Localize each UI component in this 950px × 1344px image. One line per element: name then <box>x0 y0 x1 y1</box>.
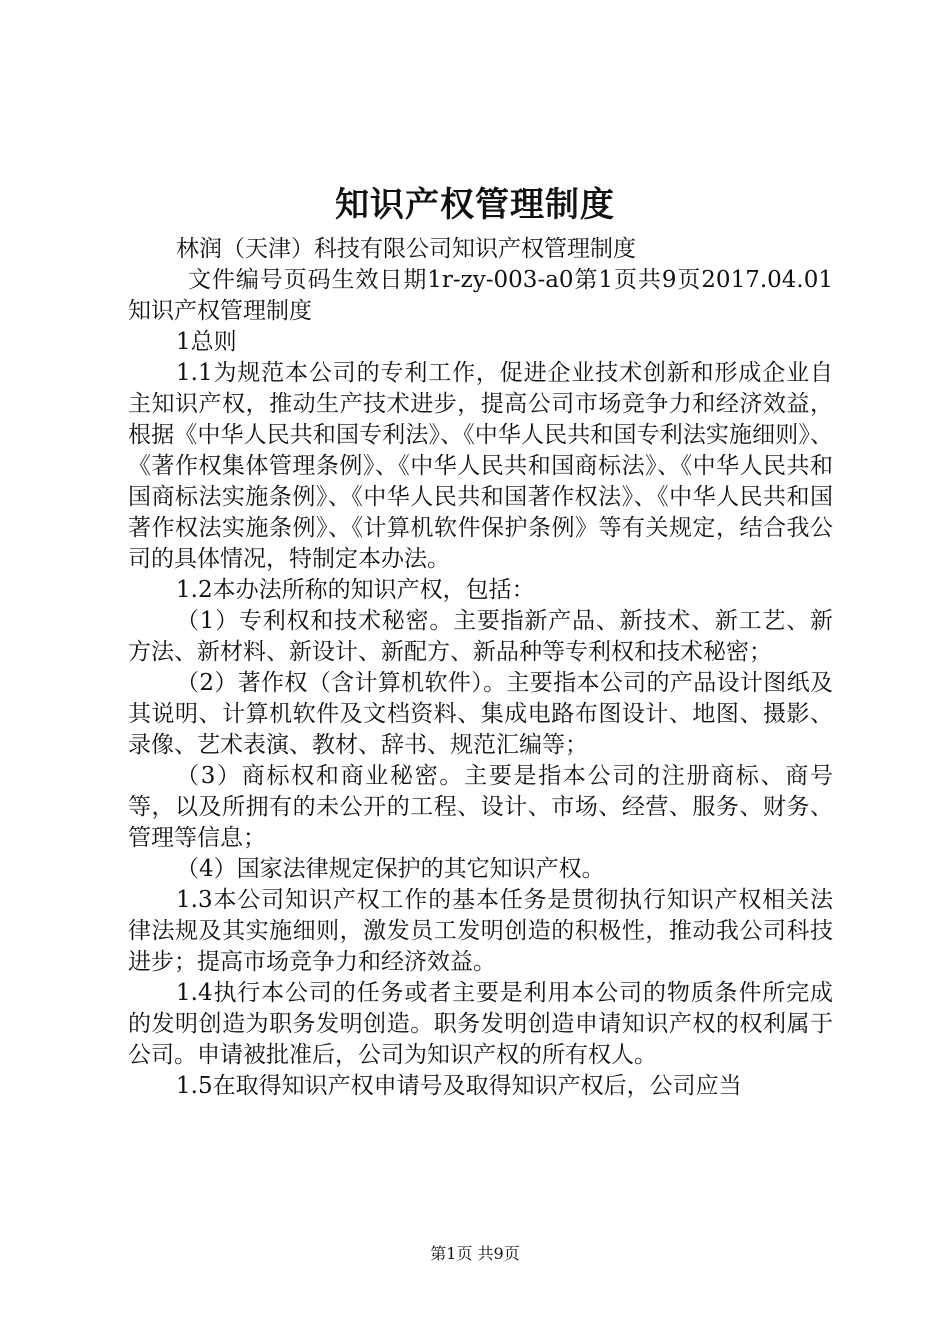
list-item-2: （2）著作权（含计算机软件）。主要指本公司的产品设计图纸及其说明、计算机软件及文档资料、集成电路布图设计、地图、摄影、录像、艺术表演、教材、辞书、规范汇编等； <box>128 670 833 758</box>
file-info-line: 文件编号页码生效日期1r-zy-003-a0第1页共9页2017.04.01知识产权管理制度 <box>128 267 833 324</box>
page-footer: 第1页 共9页 <box>430 1244 520 1263</box>
list-item-3: （3）商标权和商业秘密。主要是指本公司的注册商标、商号等，以及所拥有的未公开的工程、设计、市场、经营、服务、财务、管理等信息； <box>128 763 833 851</box>
paragraph-1-3: 1.3本公司知识产权工作的基本任务是贯彻执行知识产权相关法律法规及其实施细则，激发员工发明创造的积极性，推动我公司科技进步；提高市场竞争力和经济效益。 <box>128 887 833 975</box>
document-body <box>128 234 833 1102</box>
paragraph-1-2: 1.2本办法所称的知识产权，包括： <box>176 577 535 603</box>
paragraph-1-5: 1.5在取得知识产权申请号及取得知识产权后，公司应当 <box>176 1073 742 1099</box>
company-heading: 林润（天津）科技有限公司知识产权管理制度 <box>176 236 636 262</box>
paragraph-1-1: 1.1为规范本公司的专利工作，促进企业技术创新和形成企业自主知识产权，推动生产技术进步，提高公司市场竞争力和经济效益，根据《中华人民共和国专利法》、《中华人民共和国专利法实施细则》、《著作权集体管理条例》、《中华人民共和国商标法》、《中华人民共和国商标法实施条例》、《中华人民共和国著作权法》、《中华人民共和国著作权法实施条例》、《计算机软件保护条例》等有关规定，结合我公司的具体情况，特制定本办法。 <box>128 360 833 572</box>
paragraph-1-4: 1.4执行本公司的任务或者主要是利用本公司的物质条件所完成的发明创造为职务发明创造。职务发明创造申请知识产权的权利属于公司。申请被批准后，公司为知识产权的所有权人。 <box>128 980 833 1068</box>
document-title: 知识产权管理制度 <box>335 185 615 225</box>
list-item-1: （1）专利权和技术秘密。主要指新产品、新技术、新工艺、新方法、新材料、新设计、新配方、新品种等专利权和技术秘密； <box>128 608 833 665</box>
section-heading-general: 1总则 <box>176 329 237 355</box>
list-item-4: （4）国家法律规定保护的其它知识产权。 <box>176 856 605 882</box>
